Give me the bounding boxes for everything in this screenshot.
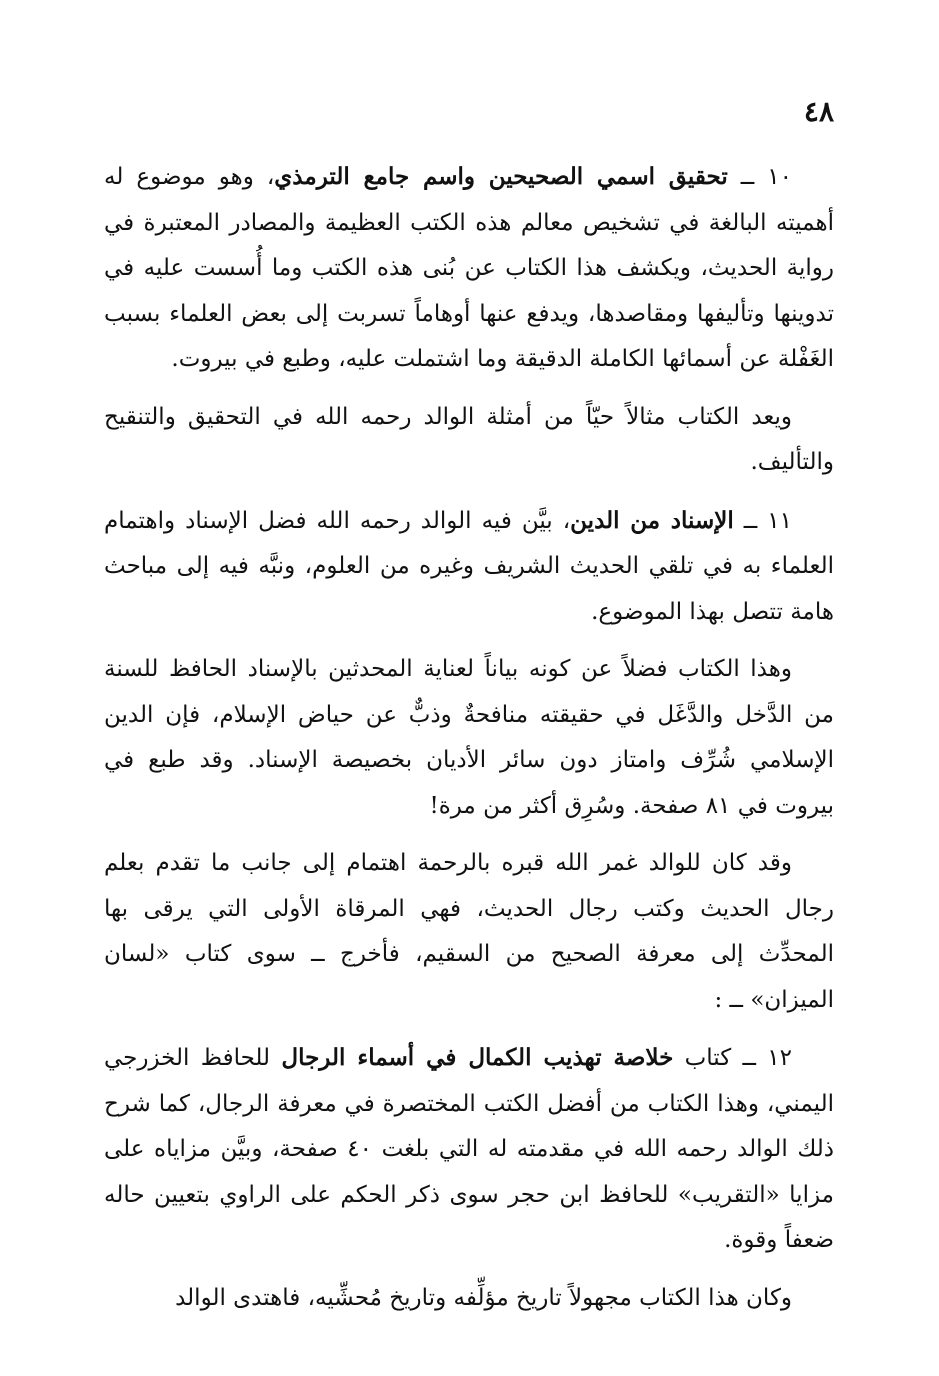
book-title: الإسناد من الدين	[570, 506, 734, 534]
document-page	[104, 92, 834, 1333]
item-number: ١٢ ــ كتاب	[673, 1045, 792, 1071]
item-number: ١٠ ــ	[727, 164, 792, 190]
item-number: ١١ ــ	[733, 507, 792, 534]
paragraph-text-block: وكان هذا الكتاب مجهولاً تاريخ مؤلِّفه وتاريخ مُحشِّيه، فاهتدى الوالد	[175, 1284, 792, 1311]
paragraph-text: ، بيَّن فيه الوالد رحمه الله فضل الإسناد واهتمام العلماء به في تلقي الحديث الشريف وغيره من العلوم، ونبَّه فيه إلى مباحث هامة تتصل بهذا الموضوع.	[104, 507, 834, 625]
paragraph-text-block: ويعد الكتاب مثالاً حيّاً من أمثلة الوالد رحمه الله في التحقيق والتنقيح والتأليف.	[104, 403, 834, 475]
book-title: خلاصة تهذيب الكمال في أسماء الرجال	[281, 1044, 674, 1071]
paragraph-item-12	[104, 1035, 834, 1264]
page-number: ٤٨	[803, 95, 834, 128]
paragraph-text-block: وقد كان للوالد غمر الله قبره بالرحمة اهتمام إلى جانب ما تقدم بعلم رجال الحديث وكتب رجال الحديث، فهي المرقاة الأولى التي يرقى بها المحدِّث إلى معرفة الصحيح من السقيم، فأخرج ــ سوى كتاب «لسان الميزان» ــ :	[104, 850, 834, 1013]
paragraph-item-11	[104, 498, 834, 636]
book-title: تحقيق اسمي الصحيحين واسم جامع الترمذي	[274, 163, 728, 190]
paragraph-text: ، وهو موضوع له أهميته البالغة في تشخيص معالم هذه الكتب العظيمة والمصادر المعتبرة في رواية الحديث، ويكشف هذا الكتاب عن بُنى هذه الكتب وما أُسست عليه في تدوينها وتأليفها ومقاصدها، ويدفع عنها أوهاماً تسربت إلى بعض العلماء بسبب الغَفْلة عن أسمائها الكاملة الدقيقة وما اشتملت عليه، وطبع في بيروت.	[104, 164, 834, 372]
paragraph-text-block: وهذا الكتاب فضلاً عن كونه بياناً لعناية المحدثين بالإسناد الحافظ للسنة من الدَّخل والدَّغَل في حقيقته منافحةٌ وذبٌّ عن حياض الإسلام، فإن الدين الإسلامي شُرِّف وامتاز دون سائر الأديان بخصيصة الإسناد. وقد طبع في بيروت في ٨١ صفحة. وسُرِق أكثر من مرة!	[104, 656, 834, 819]
paragraph-item-10	[104, 154, 834, 383]
paragraph-text: للحافظ الخزرجي اليمني، وهذا الكتاب من أفضل الكتب المختصرة في معرفة الرجال، كما شرح ذلك الوالد رحمه الله في مقدمته له التي بلغت ٤٠ صفحة، وبيَّن مزاياه على مزايا «التقريب» للحافظ ابن حجر سوى ذكر الحكم على الراوي بتعيين حاله ضعفاً وقوة.	[104, 1045, 834, 1253]
